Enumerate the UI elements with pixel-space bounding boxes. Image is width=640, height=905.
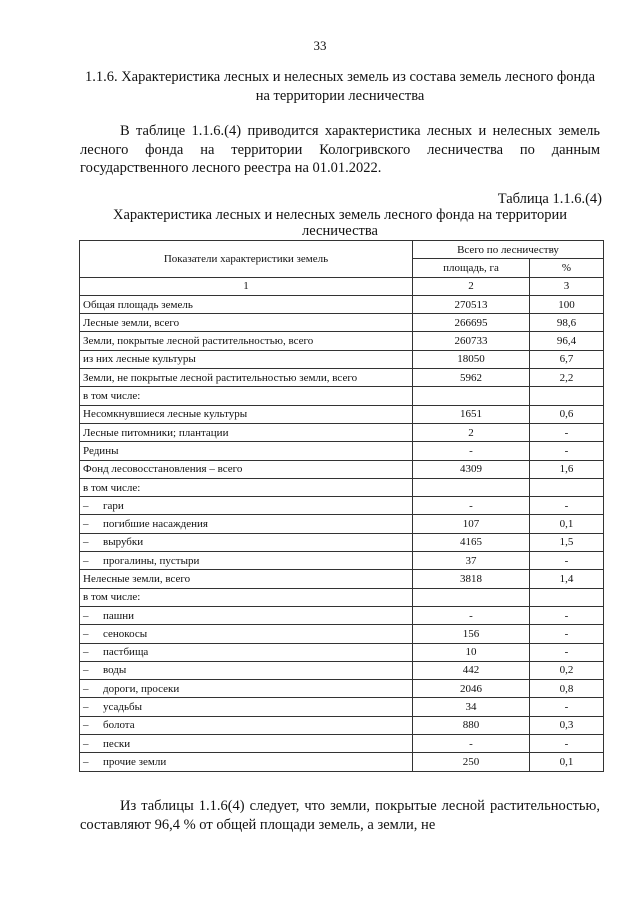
row-label-text: болота (103, 719, 135, 732)
row-label-text: гари (103, 499, 124, 512)
row-label: Общая площадь земель (80, 295, 413, 313)
row-area: 10 (413, 643, 530, 661)
row-area: 34 (413, 698, 530, 716)
row-percent: 100 (530, 295, 604, 313)
row-percent: 0,8 (530, 680, 604, 698)
row-area: 2046 (413, 680, 530, 698)
dash-marker: – (83, 518, 89, 531)
row-percent: - (530, 625, 604, 643)
table-row (80, 735, 604, 753)
row-percent: 98,6 (530, 314, 604, 332)
row-percent: 6,7 (530, 350, 604, 368)
row-label: Земли, не покрытые лесной растительностью земли, всего (80, 369, 413, 387)
header-indicator: Показатели характеристики земель (80, 241, 413, 278)
table-row (80, 405, 604, 423)
dash-marker: – (83, 536, 89, 549)
dash-marker: – (83, 646, 89, 659)
row-area: 2 (413, 423, 530, 441)
dash-marker: – (83, 755, 89, 768)
row-percent: 1,6 (530, 460, 604, 478)
row-area: 4165 (413, 533, 530, 551)
row-percent: 0,2 (530, 661, 604, 679)
row-label (80, 515, 413, 533)
row-area: - (413, 606, 530, 624)
table-row (80, 423, 604, 441)
row-percent: - (530, 423, 604, 441)
table-row (80, 625, 604, 643)
row-percent: 96,4 (530, 332, 604, 350)
row-percent (530, 478, 604, 496)
row-label: Земли, покрытые лесной растительностью, всего (80, 332, 413, 350)
row-percent: 0,3 (530, 716, 604, 734)
table-row (80, 588, 604, 606)
row-label (80, 661, 413, 679)
column-number-row (80, 277, 604, 295)
table-row (80, 643, 604, 661)
dash-marker: – (83, 719, 89, 732)
row-area: 107 (413, 515, 530, 533)
dash-marker: – (83, 682, 89, 695)
col-number-2: 2 (413, 277, 530, 295)
row-percent: 2,2 (530, 369, 604, 387)
row-area: - (413, 735, 530, 753)
row-label: Редины (80, 442, 413, 460)
row-label-text: погибшие насаждения (103, 518, 208, 531)
row-label (80, 698, 413, 716)
row-label: Нелесные земли, всего (80, 570, 413, 588)
table-number: Таблица 1.1.6.(4) (497, 191, 602, 207)
row-percent: - (530, 606, 604, 624)
page-number: 33 (313, 38, 327, 53)
table-row (80, 387, 604, 405)
row-area (413, 588, 530, 606)
row-label (80, 643, 413, 661)
header-area: площадь, га (413, 259, 530, 277)
table-row (80, 606, 604, 624)
table-row (80, 295, 604, 313)
row-area: 18050 (413, 350, 530, 368)
row-percent: 1,4 (530, 570, 604, 588)
row-area (413, 478, 530, 496)
row-area: 442 (413, 661, 530, 679)
table-row (80, 753, 604, 771)
table-row (80, 497, 604, 515)
row-label: в том числе: (80, 387, 413, 405)
row-label (80, 497, 413, 515)
row-percent (530, 387, 604, 405)
row-area: 4309 (413, 460, 530, 478)
table-row (80, 369, 604, 387)
table-row (80, 460, 604, 478)
row-percent: 0,1 (530, 753, 604, 771)
row-area: 37 (413, 552, 530, 570)
row-label-text: дороги, просеки (103, 682, 180, 695)
intro-paragraph: В таблице 1.1.6.(4) приводится характеристика лесных и нелесных земель лесного фонда на территории Кологривского лесничества по данным государственного лесного реестра на 01.01.2022. (80, 123, 600, 176)
table-row (80, 698, 604, 716)
row-percent: 0,6 (530, 405, 604, 423)
row-area: 266695 (413, 314, 530, 332)
row-label: Лесные земли, всего (80, 314, 413, 332)
row-label: Несомкнувшиеся лесные культуры (80, 405, 413, 423)
row-label-text: пашни (103, 609, 135, 622)
row-label (80, 753, 413, 771)
row-percent: - (530, 698, 604, 716)
row-percent: - (530, 442, 604, 460)
table-row (80, 332, 604, 350)
land-characteristics-table (79, 240, 604, 772)
row-label (80, 680, 413, 698)
section-heading: 1.1.6. Характеристика лесных и нелесных земель из состава земель лесного фонда на территории лесничества (84, 69, 596, 104)
row-label (80, 625, 413, 643)
row-area: 3818 (413, 570, 530, 588)
table-row (80, 533, 604, 551)
table-row (80, 716, 604, 734)
table-row (80, 478, 604, 496)
row-label-text: пески (103, 737, 131, 750)
dash-marker: – (83, 499, 89, 512)
row-percent (530, 588, 604, 606)
row-label: в том числе: (80, 588, 413, 606)
row-area: 270513 (413, 295, 530, 313)
row-area: - (413, 497, 530, 515)
row-percent: - (530, 735, 604, 753)
dash-marker: – (83, 701, 89, 714)
dash-marker: – (83, 554, 89, 567)
dash-marker: – (83, 664, 89, 677)
conclusion-paragraph: Из таблицы 1.1.6(4) следует, что земли, покрытые лесной растительностью, составляют 96,4 % от общей площади земель, а земли, не (80, 798, 600, 833)
row-label (80, 606, 413, 624)
table-row (80, 661, 604, 679)
row-area: 5962 (413, 369, 530, 387)
col-number-1: 1 (80, 277, 413, 295)
row-area: - (413, 442, 530, 460)
table-row (80, 680, 604, 698)
table-header-row (80, 241, 604, 259)
table-row (80, 552, 604, 570)
row-area: 156 (413, 625, 530, 643)
row-area (413, 387, 530, 405)
row-percent: - (530, 497, 604, 515)
row-area: 260733 (413, 332, 530, 350)
row-area: 1651 (413, 405, 530, 423)
dash-marker: – (83, 627, 89, 640)
row-label (80, 716, 413, 734)
row-label-text: усадьбы (103, 701, 142, 714)
row-label: в том числе: (80, 478, 413, 496)
row-label: Лесные питомники; плантации (80, 423, 413, 441)
row-label: Фонд лесовосстановления – всего (80, 460, 413, 478)
row-percent: 1,5 (530, 533, 604, 551)
row-label-text: воды (103, 664, 127, 677)
col-number-3: 3 (530, 277, 604, 295)
table-row (80, 570, 604, 588)
row-label-text: прочие земли (103, 755, 167, 768)
table-title: Характеристика лесных и нелесных земель лесного фонда на территории лесничества (113, 207, 567, 239)
row-percent: - (530, 643, 604, 661)
row-label (80, 533, 413, 551)
table-row (80, 350, 604, 368)
table-row (80, 515, 604, 533)
row-label-text: вырубки (103, 536, 144, 549)
row-label (80, 735, 413, 753)
row-label (80, 552, 413, 570)
dash-marker: – (83, 609, 89, 622)
row-label-text: прогалины, пустыри (103, 554, 200, 567)
header-percent: % (530, 259, 604, 277)
row-label: из них лесные культуры (80, 350, 413, 368)
table-row (80, 314, 604, 332)
row-percent: - (530, 552, 604, 570)
row-percent: 0,1 (530, 515, 604, 533)
row-label-text: пастбища (103, 646, 149, 659)
row-area: 250 (413, 753, 530, 771)
dash-marker: – (83, 737, 89, 750)
table-row (80, 442, 604, 460)
row-label-text: сенокосы (103, 627, 148, 640)
row-area: 880 (413, 716, 530, 734)
header-total: Всего по лесничеству (413, 241, 604, 259)
